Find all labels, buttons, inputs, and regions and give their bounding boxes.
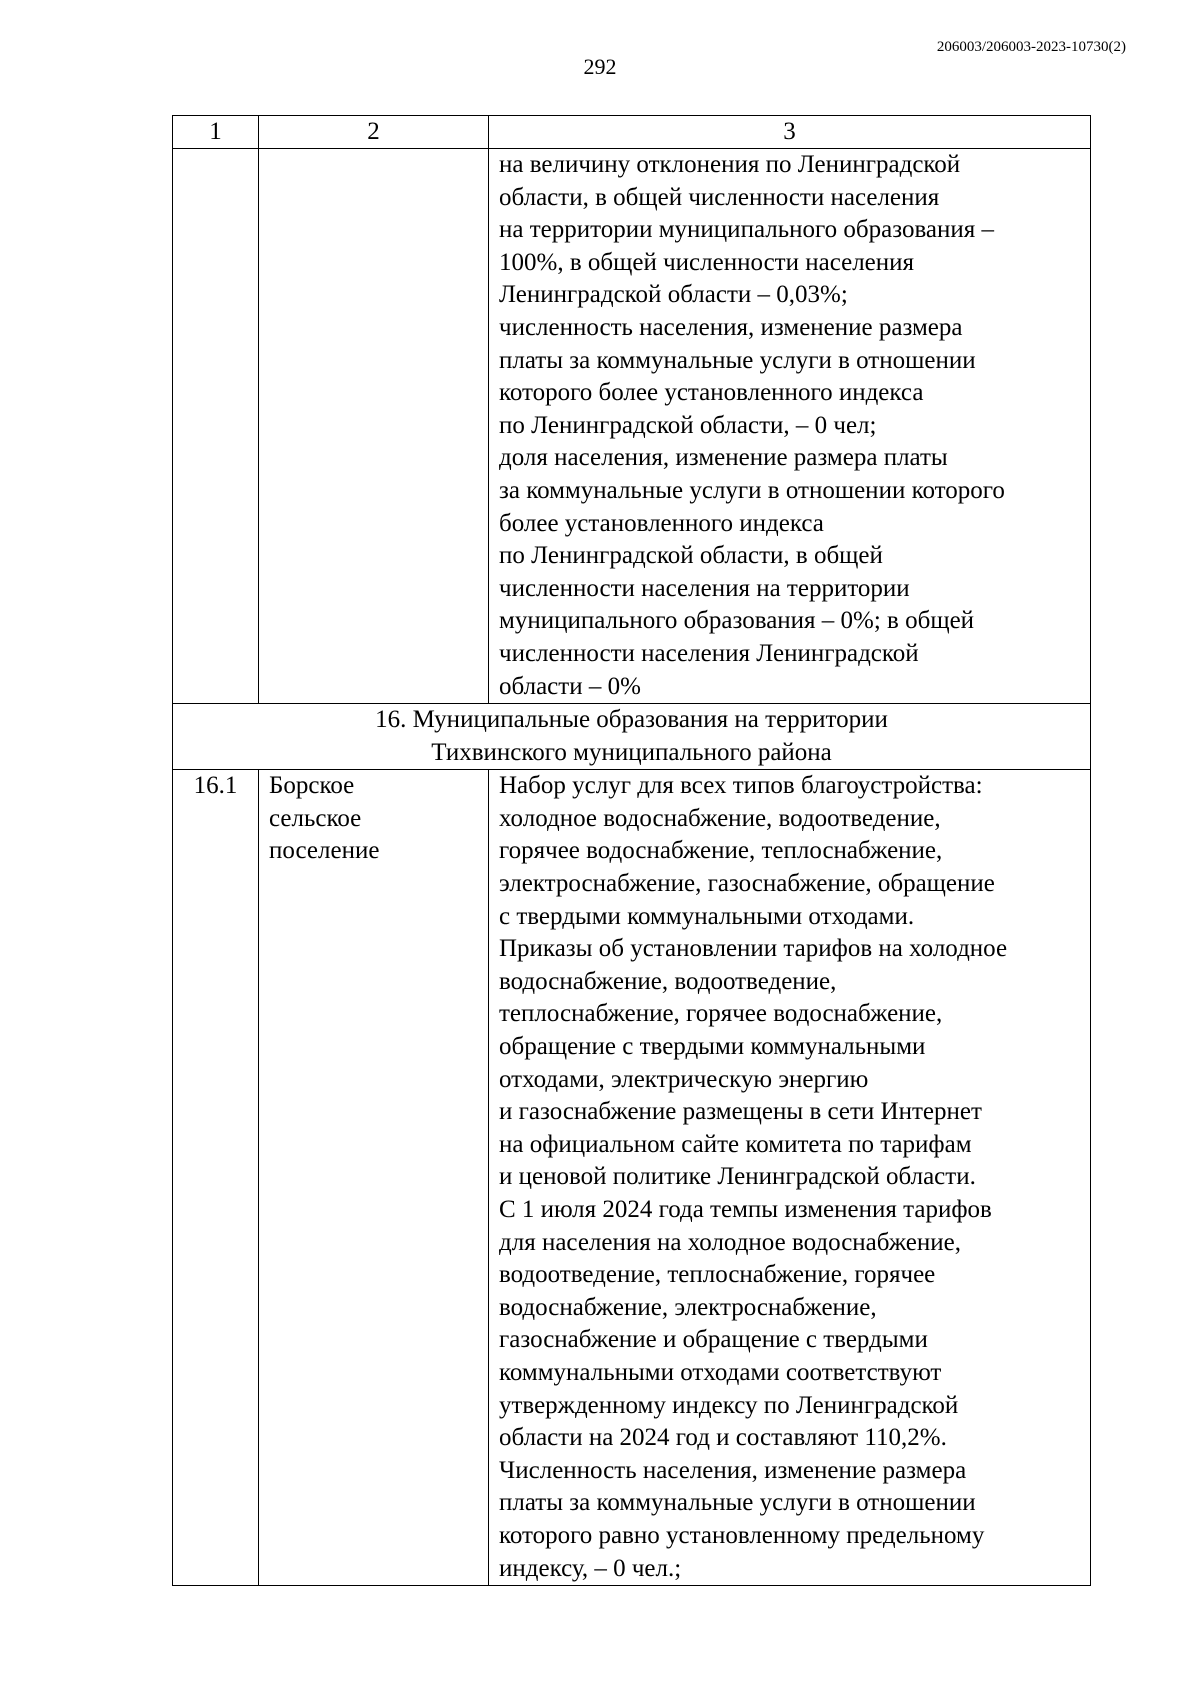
text-line: водоснабжение, электроснабжение, [499,1293,877,1321]
page-number: 292 [583,54,617,79]
text-line: области – 0% [499,672,641,700]
text-line: муниципального образования – 0%; в общей [499,607,975,635]
table-row-continuation [173,149,1091,704]
continuation-text-cell [489,149,1091,704]
text-line: Набор услуг для всех типов благоустройства: [499,772,983,800]
text-line: на территории муниципального образования – [499,216,995,244]
text-line: электроснабжение, газоснабжение, обращение [499,870,995,898]
text-line: по Ленинградской области, – 0 чел; [499,411,877,439]
text-line: численности населения на территории [499,574,910,602]
column-header-1: 1 [173,116,259,149]
text-line: для населения на холодное водоснабжение, [499,1228,962,1256]
column-header-3: 3 [489,116,1091,149]
text-line: которого равно установленному предельному [499,1521,985,1549]
section-heading-row [173,704,1091,770]
text-line: и газоснабжение размещены в сети Интернет [499,1098,982,1126]
text-line: за коммунальные услуги в отношении которого [499,476,1005,504]
text-line: на величину отклонения по Ленинградской [499,151,961,178]
text-line: доля населения, изменение размера платы [499,444,948,472]
section-heading-cell [173,704,1091,770]
table-header-row [173,116,1091,149]
text-line: области на 2024 год и составляют 110,2%. [499,1424,947,1452]
text-line: которого более установленного индекса [499,379,924,407]
continuation-number-cell [173,149,259,704]
text-line: 100%, в общей численности населения [499,248,915,276]
section-title-line: 16. Муниципальные образования на территории [375,706,888,734]
text-line: коммунальными отходами соответствуют [499,1358,942,1386]
name-line: поселение [269,837,380,865]
text-line: С 1 июля 2024 года темпы изменения тарифов [499,1196,992,1223]
text-line: численность населения, изменение размера [499,313,963,341]
text-line: с твердыми коммунальными отходами. [499,902,915,930]
continuation-name-cell [259,149,489,704]
document-id: 206003/206003-2023-10730(2) [936,39,1126,55]
text-line: платы за коммунальные услуги в отношении [499,346,976,374]
column-header-2: 2 [259,116,489,149]
name-line: Борское [269,772,355,800]
text-line: Приказы об установлении тарифов на холодное [499,935,1008,963]
text-line: на официальном сайте комитета по тарифам [499,1130,972,1158]
text-line: области, в общей численности населения [499,183,940,211]
text-line: газоснабжение и обращение с твердыми [499,1326,928,1354]
name-line: сельское [269,804,362,832]
text-line: теплоснабжение, горячее водоснабжение, [499,1000,943,1028]
data-table [172,115,1091,1586]
text-line: Ленинградской области – 0,03%; [499,281,848,309]
row-number-cell: 16.1 [173,770,259,1586]
text-line: отходами, электрическую энергию [499,1065,869,1093]
row-text-cell [489,770,1091,1586]
text-line: более установленного индекса [499,509,824,537]
text-line: и ценовой политике Ленинградской области. [499,1163,976,1191]
row-name-cell [259,770,489,1586]
text-line: водоснабжение, водоотведение, [499,967,837,995]
section-title-line: Тихвинского муниципального района [431,738,832,766]
table-row [173,770,1091,1586]
text-line: Численность населения, изменение размера [499,1456,967,1484]
text-line: водоотведение, теплоснабжение, горячее [499,1261,936,1289]
text-line: холодное водоснабжение, водоотведение, [499,804,941,832]
text-line: платы за коммунальные услуги в отношении [499,1489,976,1517]
text-line: по Ленинградской области, в общей [499,542,883,570]
text-line: индексу, – 0 чел.; [499,1554,682,1582]
text-line: обращение с твердыми коммунальными [499,1033,926,1061]
text-line: численности населения Ленинградской [499,639,919,667]
text-line: горячее водоснабжение, теплоснабжение, [499,837,943,865]
text-line: утвержденному индексу по Ленинградской [499,1391,959,1419]
